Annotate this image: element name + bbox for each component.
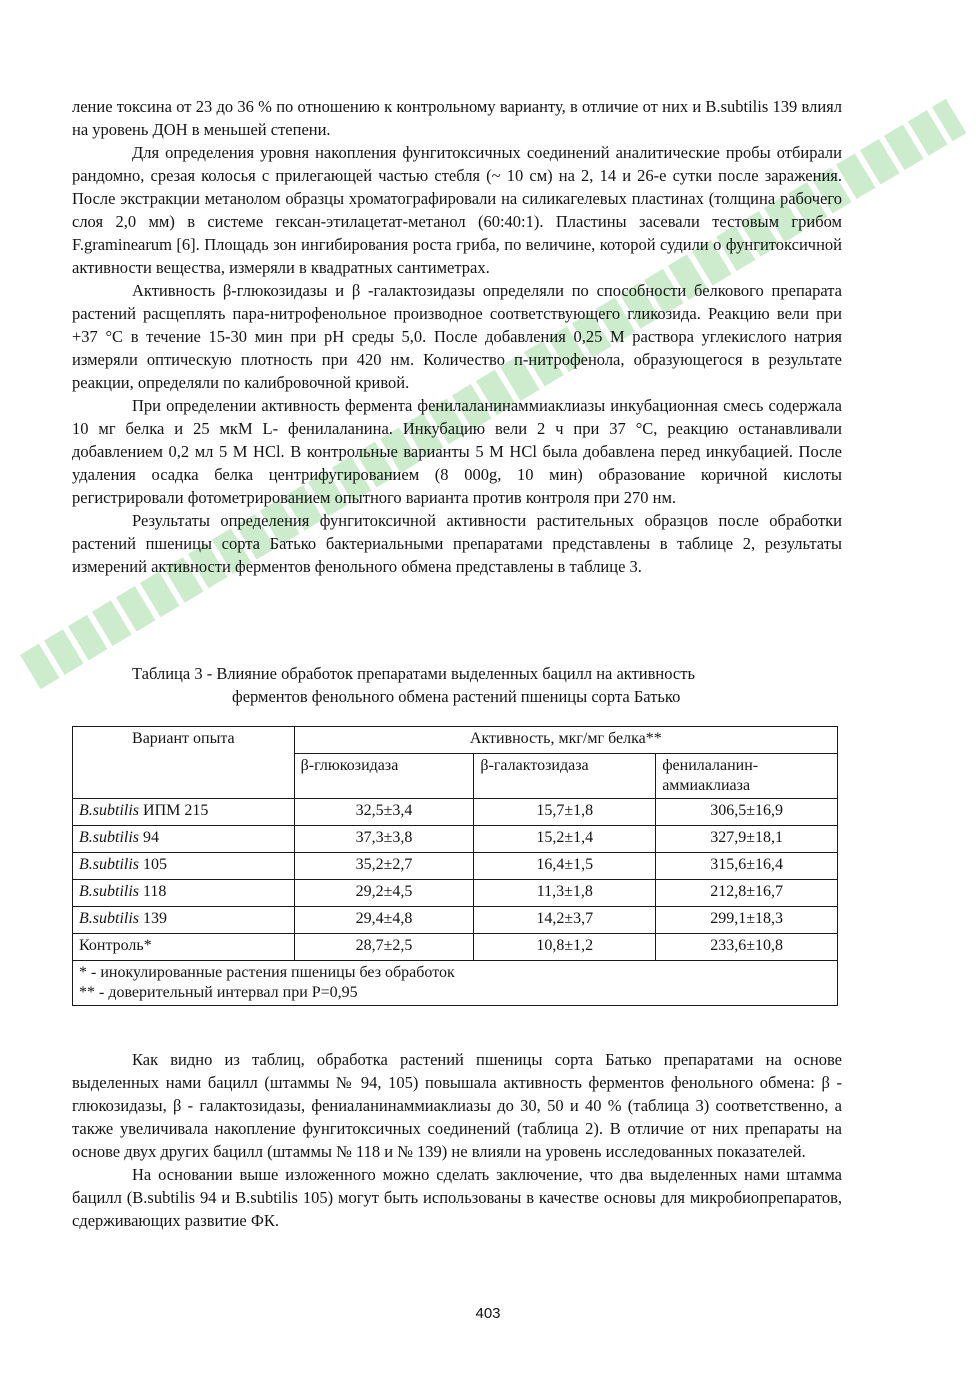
table-row bbox=[73, 799, 838, 826]
cell-pal: 327,9±18,1 bbox=[656, 826, 838, 853]
cell-pal: 306,5±16,9 bbox=[656, 799, 838, 826]
table-note: ** - доверительный интервал при Р=0,95 bbox=[79, 984, 358, 1001]
cell-galactosidase: 15,2±1,4 bbox=[474, 826, 656, 853]
table-row bbox=[73, 880, 838, 907]
paragraph: Результаты определения фунгитоксичной активности растительных образцов после обработки растений пшеницы сорта Батько бактериальными препаратами представлены в таблице 2, результаты измерений активности ферментов фенольного обмена представлены в таблице 3. bbox=[72, 511, 842, 576]
table-notes bbox=[73, 961, 838, 1006]
table-caption-line: Таблица 3 - Влияние обработок препаратами выделенных бацилл на активность bbox=[132, 664, 695, 683]
cell-pal: 299,1±18,3 bbox=[656, 907, 838, 934]
paragraph: ление токсина от 23 до 36 % по отношению к контрольному варианту, в отличие от них и B.subtilis 139 влиял на уровень ДОН в меньшей степени. bbox=[72, 97, 842, 139]
paragraph: Как видно из таблиц, обработка растений пшеницы сорта Батько препаратами на основе выделенных нами бацилл (штаммы № 94, 105) повышала активность ферментов фенольного обмена: β - глюкозидазы, β - галактозидазы, фениаланинаммиаклиазы до 30, 50 и 40 % (таблица 3) соответственно, а также увеличивала накопление фунгитоксичных соединений (таблица 2). В отличие от них препараты на основе двух других бацилл (штаммы № 118 и № 139) не влияли на уровень исследованных показателей. bbox=[72, 1050, 842, 1161]
cell-pal: 315,6±16,4 bbox=[656, 853, 838, 880]
cell-galactosidase: 16,4±1,5 bbox=[474, 853, 656, 880]
header-variant: Вариант опыта bbox=[73, 727, 295, 799]
paragraph: Активность β-глюкозидазы и β -галактозидазы определяли по способности белкового препарата растений расщеплять пара-нитрофенольное производное соответствующего гликозида. Реакцию вели при +37 °С в течение 15-30 мин при pH среды 5,0. После добавления 0,25 М раствора углекислого натрия измеряли оптическую плотность при 420 нм. Количество п-нитрофенола, образующегося в результате реакции, определяли по калибровочной кривой. bbox=[72, 281, 842, 392]
table-note: * - инокулированные растения пшеницы без обработок bbox=[79, 964, 455, 981]
header-activity: Активность, мкг/мг белка** bbox=[294, 727, 837, 754]
cell-pal: 212,8±16,7 bbox=[656, 880, 838, 907]
table-caption-line: ферментов фенольного обмена растений пшеницы сорта Батько bbox=[232, 687, 681, 706]
cell-glucosidase: 35,2±2,7 bbox=[294, 853, 474, 880]
paragraph: На основании выше изложенного можно сделать заключение, что два выделенных нами штамма бацилл (B.subtilis 94 и B.subtilis 105) могут быть использованы в качестве основы для микробиопрепаратов, сдерживающих развитие ФК. bbox=[72, 1165, 842, 1230]
cell-glucosidase: 32,5±3,4 bbox=[294, 799, 474, 826]
row-label: B.subtilis 139 bbox=[73, 907, 295, 934]
cell-galactosidase: 10,8±1,2 bbox=[474, 934, 656, 961]
header-galactosidase: β-галактозидаза bbox=[474, 754, 656, 799]
table-notes-row bbox=[73, 961, 838, 1006]
paragraph: Для определения уровня накопления фунгитоксичных соединений аналитические пробы отбирали рандомно, срезая колосья с прилегающей частью стебля (~ 10 см) на 2, 14 и 26-е сутки после заражения. После экстракции метанолом образцы хроматографировали на силикагелевых пластинах (толщина рабочего слоя 2,0 мм) в системе гексан-этилацетат-метанол (60:40:1). Пластины засевали тестовым грибом F.graminearum [6]. Площадь зон ингибирования роста гриба, по величине, которой судили о фунгитоксичной активности вещества, измеряли в квадратных сантиметрах. bbox=[72, 143, 842, 277]
cell-galactosidase: 15,7±1,8 bbox=[474, 799, 656, 826]
table-row-control bbox=[73, 934, 838, 961]
paragraph: При определении активность фермента фенилаланинаммиаклиазы инкубационная смесь содержала 10 мг белка и 25 мкМ L- фенилаланина. Инкубацию вели 2 ч при 37 °С, реакцию останавливали добавлением 0,2 мл 5 М HCl. В контрольные варианты 5 М HCl была добавлена перед инкубацией. После удаления осадка белка центрифугированием (8 000g, 10 мин) образование коричной кислоты регистрировали фотометрированием опытного варианта против контроля при 270 нм. bbox=[72, 396, 842, 507]
row-label: B.subtilis 105 bbox=[73, 853, 295, 880]
table-row bbox=[73, 907, 838, 934]
table-row bbox=[73, 853, 838, 880]
cell-glucosidase: 28,7±2,5 bbox=[294, 934, 474, 961]
row-label: B.subtilis 118 bbox=[73, 880, 295, 907]
table-row bbox=[73, 826, 838, 853]
cell-glucosidase: 37,3±3,8 bbox=[294, 826, 474, 853]
cell-galactosidase: 11,3±1,8 bbox=[474, 880, 656, 907]
page-number: 403 bbox=[475, 1305, 501, 1322]
enzyme-activity-table bbox=[72, 726, 838, 1006]
cell-glucosidase: 29,4±4,8 bbox=[294, 907, 474, 934]
table-header-row bbox=[73, 727, 838, 754]
row-label: B.subtilis ИПМ 215 bbox=[73, 799, 295, 826]
table-caption bbox=[72, 662, 892, 708]
row-label: B.subtilis 94 bbox=[73, 826, 295, 853]
header-pal: фенилаланин-аммиаклиаза bbox=[656, 754, 838, 799]
header-glucosidase: β-глюкозидаза bbox=[294, 754, 474, 799]
cell-galactosidase: 14,2±3,7 bbox=[474, 907, 656, 934]
cell-glucosidase: 29,2±4,5 bbox=[294, 880, 474, 907]
body-text-top bbox=[72, 95, 842, 578]
body-text-bottom bbox=[72, 1048, 842, 1232]
row-label: Контроль* bbox=[73, 934, 295, 961]
cell-pal: 233,6±10,8 bbox=[656, 934, 838, 961]
